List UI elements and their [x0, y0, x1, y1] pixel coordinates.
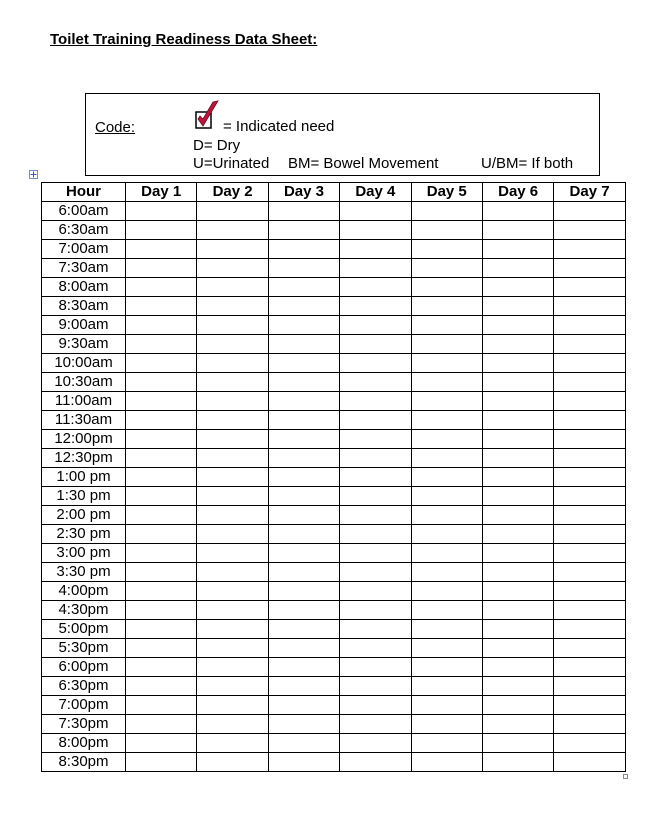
- entry-cell-day-4[interactable]: [340, 373, 411, 392]
- entry-cell-day-7[interactable]: [554, 715, 625, 734]
- entry-cell-day-6[interactable]: [482, 221, 553, 240]
- entry-cell-day-3[interactable]: [268, 620, 339, 639]
- table-row: [42, 259, 626, 278]
- hour-cell: 5:00pm: [42, 620, 126, 639]
- entry-cell-day-2[interactable]: [197, 715, 268, 734]
- entry-cell-day-5[interactable]: [411, 373, 482, 392]
- entry-cell-day-6[interactable]: [482, 430, 553, 449]
- entry-cell-day-4[interactable]: [340, 278, 411, 297]
- entry-cell-day-3[interactable]: [268, 354, 339, 373]
- table-row: [42, 696, 626, 715]
- hour-cell: 7:30pm: [42, 715, 126, 734]
- hour-cell: 7:30am: [42, 259, 126, 278]
- table-row: [42, 468, 626, 487]
- hour-cell: 3:00 pm: [42, 544, 126, 563]
- entry-cell-day-4[interactable]: [340, 297, 411, 316]
- header-day-7: Day 7: [554, 183, 625, 202]
- table-row: [42, 487, 626, 506]
- entry-cell-day-7[interactable]: [554, 278, 625, 297]
- hour-cell: 8:30pm: [42, 753, 126, 772]
- entry-cell-day-2[interactable]: [197, 658, 268, 677]
- code-label: Code:: [95, 119, 136, 136]
- entry-cell-day-7[interactable]: [554, 487, 625, 506]
- entry-cell-day-3[interactable]: [268, 734, 339, 753]
- table-row: [42, 639, 626, 658]
- entry-cell-day-4[interactable]: [340, 468, 411, 487]
- hour-cell: 3:30 pm: [42, 563, 126, 582]
- table-row: [42, 753, 626, 772]
- entry-cell-day-2[interactable]: [197, 525, 268, 544]
- entry-cell-day-7[interactable]: [554, 506, 625, 525]
- entry-cell-day-2[interactable]: [197, 297, 268, 316]
- table-row: [42, 563, 626, 582]
- entry-cell-day-5[interactable]: [411, 202, 482, 221]
- entry-cell-day-1[interactable]: [126, 316, 197, 335]
- entry-cell-day-4[interactable]: [340, 506, 411, 525]
- entry-cell-day-5[interactable]: [411, 392, 482, 411]
- entry-cell-day-6[interactable]: [482, 278, 553, 297]
- entry-cell-day-3[interactable]: [268, 563, 339, 582]
- entry-cell-day-6[interactable]: [482, 753, 553, 772]
- entry-cell-day-4[interactable]: [340, 753, 411, 772]
- table-row: [42, 715, 626, 734]
- code-urinated: U=Urinated: [193, 155, 270, 172]
- entry-cell-day-6[interactable]: [482, 335, 553, 354]
- entry-cell-day-7[interactable]: [554, 297, 625, 316]
- entry-cell-day-2[interactable]: [197, 487, 268, 506]
- entry-cell-day-2[interactable]: [197, 468, 268, 487]
- entry-cell-day-1[interactable]: [126, 202, 197, 221]
- entry-cell-day-7[interactable]: [554, 316, 625, 335]
- table-row: [42, 316, 626, 335]
- entry-cell-day-4[interactable]: [340, 582, 411, 601]
- entry-cell-day-3[interactable]: [268, 487, 339, 506]
- table-row: [42, 221, 626, 240]
- entry-cell-day-1[interactable]: [126, 601, 197, 620]
- entry-cell-day-4[interactable]: [340, 658, 411, 677]
- entry-cell-day-2[interactable]: [197, 544, 268, 563]
- entry-cell-day-2[interactable]: [197, 734, 268, 753]
- entry-cell-day-2[interactable]: [197, 202, 268, 221]
- entry-cell-day-3[interactable]: [268, 411, 339, 430]
- entry-cell-day-1[interactable]: [126, 639, 197, 658]
- entry-cell-day-2[interactable]: [197, 259, 268, 278]
- entry-cell-day-2[interactable]: [197, 449, 268, 468]
- entry-cell-day-7[interactable]: [554, 240, 625, 259]
- entry-cell-day-2[interactable]: [197, 753, 268, 772]
- code-legend-box: [85, 93, 600, 176]
- entry-cell-day-3[interactable]: [268, 544, 339, 563]
- entry-cell-day-5[interactable]: [411, 582, 482, 601]
- entry-cell-day-4[interactable]: [340, 620, 411, 639]
- code-both: U/BM= If both: [481, 155, 574, 172]
- hour-cell: 10:00am: [42, 354, 126, 373]
- table-row: [42, 620, 626, 639]
- table-resize-handle[interactable]: [623, 774, 628, 779]
- entry-cell-day-1[interactable]: [126, 259, 197, 278]
- header-day-6: Day 6: [482, 183, 553, 202]
- table-row: [42, 658, 626, 677]
- entry-cell-day-7[interactable]: [554, 563, 625, 582]
- table-row: [42, 734, 626, 753]
- entry-cell-day-7[interactable]: [554, 544, 625, 563]
- entry-cell-day-7[interactable]: [554, 259, 625, 278]
- entry-cell-day-7[interactable]: [554, 658, 625, 677]
- hour-cell: 4:30pm: [42, 601, 126, 620]
- entry-cell-day-4[interactable]: [340, 411, 411, 430]
- entry-cell-day-6[interactable]: [482, 715, 553, 734]
- entry-cell-day-3[interactable]: [268, 449, 339, 468]
- entry-cell-day-6[interactable]: [482, 316, 553, 335]
- entry-cell-day-6[interactable]: [482, 620, 553, 639]
- entry-cell-day-5[interactable]: [411, 639, 482, 658]
- entry-cell-day-7[interactable]: [554, 620, 625, 639]
- entry-cell-day-1[interactable]: [126, 449, 197, 468]
- entry-cell-day-6[interactable]: [482, 411, 553, 430]
- entry-cell-day-6[interactable]: [482, 487, 553, 506]
- entry-cell-day-4[interactable]: [340, 202, 411, 221]
- entry-cell-day-6[interactable]: [482, 506, 553, 525]
- table-row: [42, 601, 626, 620]
- entry-cell-day-6[interactable]: [482, 658, 553, 677]
- entry-cell-day-1[interactable]: [126, 430, 197, 449]
- entry-cell-day-7[interactable]: [554, 734, 625, 753]
- entry-cell-day-7[interactable]: [554, 392, 625, 411]
- entry-cell-day-1[interactable]: [126, 677, 197, 696]
- entry-cell-day-2[interactable]: [197, 392, 268, 411]
- table-row: [42, 335, 626, 354]
- header-day-3: Day 3: [268, 183, 339, 202]
- entry-cell-day-3[interactable]: [268, 639, 339, 658]
- hour-cell: 7:00pm: [42, 696, 126, 715]
- table-row: [42, 677, 626, 696]
- entry-cell-day-6[interactable]: [482, 544, 553, 563]
- entry-cell-day-6[interactable]: [482, 639, 553, 658]
- entry-cell-day-5[interactable]: [411, 240, 482, 259]
- hour-cell: 2:30 pm: [42, 525, 126, 544]
- entry-cell-day-2[interactable]: [197, 373, 268, 392]
- entry-cell-day-5[interactable]: [411, 658, 482, 677]
- entry-cell-day-1[interactable]: [126, 715, 197, 734]
- entry-cell-day-1[interactable]: [126, 734, 197, 753]
- entry-cell-day-4[interactable]: [340, 354, 411, 373]
- entry-cell-day-2[interactable]: [197, 563, 268, 582]
- table-row: [42, 506, 626, 525]
- entry-cell-day-5[interactable]: [411, 221, 482, 240]
- entry-cell-day-7[interactable]: [554, 753, 625, 772]
- entry-cell-day-3[interactable]: [268, 316, 339, 335]
- entry-cell-day-1[interactable]: [126, 696, 197, 715]
- entry-cell-day-3[interactable]: [268, 715, 339, 734]
- hour-cell: 1:00 pm: [42, 468, 126, 487]
- entry-cell-day-5[interactable]: [411, 354, 482, 373]
- entry-cell-day-3[interactable]: [268, 468, 339, 487]
- entry-cell-day-2[interactable]: [197, 278, 268, 297]
- hour-cell: 5:30pm: [42, 639, 126, 658]
- entry-cell-day-6[interactable]: [482, 354, 553, 373]
- hour-cell: 2:00 pm: [42, 506, 126, 525]
- hour-cell: 12:30pm: [42, 449, 126, 468]
- entry-cell-day-5[interactable]: [411, 487, 482, 506]
- entry-cell-day-5[interactable]: [411, 335, 482, 354]
- header-day-2: Day 2: [197, 183, 268, 202]
- entry-cell-day-2[interactable]: [197, 354, 268, 373]
- entry-cell-day-4[interactable]: [340, 677, 411, 696]
- entry-cell-day-5[interactable]: [411, 278, 482, 297]
- entry-cell-day-1[interactable]: [126, 335, 197, 354]
- page-title: Toilet Training Readiness Data Sheet:: [50, 31, 318, 48]
- entry-cell-day-2[interactable]: [197, 316, 268, 335]
- table-row: [42, 430, 626, 449]
- entry-cell-day-5[interactable]: [411, 753, 482, 772]
- entry-cell-day-5[interactable]: [411, 259, 482, 278]
- entry-cell-day-3[interactable]: [268, 430, 339, 449]
- hour-cell: 10:30am: [42, 373, 126, 392]
- entry-cell-day-6[interactable]: [482, 696, 553, 715]
- entry-cell-day-7[interactable]: [554, 430, 625, 449]
- hour-cell: 6:00am: [42, 202, 126, 221]
- hour-cell: 1:30 pm: [42, 487, 126, 506]
- entry-cell-day-7[interactable]: [554, 449, 625, 468]
- table-row: [42, 411, 626, 430]
- entry-cell-day-3[interactable]: [268, 582, 339, 601]
- entry-cell-day-7[interactable]: [554, 601, 625, 620]
- entry-cell-day-5[interactable]: [411, 677, 482, 696]
- entry-cell-day-2[interactable]: [197, 221, 268, 240]
- entry-cell-day-3[interactable]: [268, 259, 339, 278]
- entry-cell-day-1[interactable]: [126, 620, 197, 639]
- data-table: [41, 182, 626, 772]
- entry-cell-day-7[interactable]: [554, 696, 625, 715]
- entry-cell-day-1[interactable]: [126, 411, 197, 430]
- entry-cell-day-4[interactable]: [340, 392, 411, 411]
- entry-cell-day-6[interactable]: [482, 240, 553, 259]
- entry-cell-day-2[interactable]: [197, 620, 268, 639]
- entry-cell-day-7[interactable]: [554, 335, 625, 354]
- entry-cell-day-1[interactable]: [126, 544, 197, 563]
- entry-cell-day-5[interactable]: [411, 544, 482, 563]
- entry-cell-day-5[interactable]: [411, 734, 482, 753]
- entry-cell-day-5[interactable]: [411, 620, 482, 639]
- entry-cell-day-4[interactable]: [340, 601, 411, 620]
- table-row: [42, 278, 626, 297]
- entry-cell-day-3[interactable]: [268, 297, 339, 316]
- entry-cell-day-4[interactable]: [340, 696, 411, 715]
- hour-cell: 11:00am: [42, 392, 126, 411]
- entry-cell-day-4[interactable]: [340, 335, 411, 354]
- entry-cell-day-1[interactable]: [126, 563, 197, 582]
- entry-cell-day-2[interactable]: [197, 411, 268, 430]
- entry-cell-day-5[interactable]: [411, 525, 482, 544]
- hour-cell: 9:00am: [42, 316, 126, 335]
- entry-cell-day-2[interactable]: [197, 430, 268, 449]
- entry-cell-day-6[interactable]: [482, 202, 553, 221]
- entry-cell-day-4[interactable]: [340, 449, 411, 468]
- table-row: [42, 525, 626, 544]
- entry-cell-day-1[interactable]: [126, 240, 197, 259]
- entry-cell-day-1[interactable]: [126, 525, 197, 544]
- code-check-meaning: = Indicated need: [223, 118, 335, 135]
- entry-cell-day-7[interactable]: [554, 639, 625, 658]
- hour-cell: 6:30pm: [42, 677, 126, 696]
- entry-cell-day-6[interactable]: [482, 449, 553, 468]
- entry-cell-day-1[interactable]: [126, 278, 197, 297]
- entry-cell-day-3[interactable]: [268, 506, 339, 525]
- entry-cell-day-2[interactable]: [197, 335, 268, 354]
- entry-cell-day-2[interactable]: [197, 506, 268, 525]
- entry-cell-day-4[interactable]: [340, 734, 411, 753]
- entry-cell-day-3[interactable]: [268, 278, 339, 297]
- entry-cell-day-4[interactable]: [340, 544, 411, 563]
- hour-cell: 6:00pm: [42, 658, 126, 677]
- table-row: [42, 544, 626, 563]
- table-row: [42, 449, 626, 468]
- entry-cell-day-1[interactable]: [126, 753, 197, 772]
- entry-cell-day-4[interactable]: [340, 487, 411, 506]
- entry-cell-day-4[interactable]: [340, 240, 411, 259]
- entry-cell-day-7[interactable]: [554, 677, 625, 696]
- entry-cell-day-1[interactable]: [126, 506, 197, 525]
- entry-cell-day-6[interactable]: [482, 259, 553, 278]
- table-row: [42, 240, 626, 259]
- table-row: [42, 354, 626, 373]
- checkbox-checkmark-icon: [194, 99, 220, 133]
- hour-cell: 9:30am: [42, 335, 126, 354]
- hour-cell: 8:30am: [42, 297, 126, 316]
- entry-cell-day-6[interactable]: [482, 392, 553, 411]
- entry-cell-day-6[interactable]: [482, 601, 553, 620]
- entry-cell-day-5[interactable]: [411, 316, 482, 335]
- entry-cell-day-6[interactable]: [482, 734, 553, 753]
- entry-cell-day-6[interactable]: [482, 373, 553, 392]
- entry-cell-day-4[interactable]: [340, 563, 411, 582]
- table-row: [42, 392, 626, 411]
- entry-cell-day-5[interactable]: [411, 563, 482, 582]
- hour-cell: 7:00am: [42, 240, 126, 259]
- entry-cell-day-4[interactable]: [340, 430, 411, 449]
- entry-cell-day-1[interactable]: [126, 582, 197, 601]
- entry-cell-day-3[interactable]: [268, 753, 339, 772]
- entry-cell-day-2[interactable]: [197, 696, 268, 715]
- entry-cell-day-4[interactable]: [340, 639, 411, 658]
- entry-cell-day-3[interactable]: [268, 392, 339, 411]
- entry-cell-day-3[interactable]: [268, 240, 339, 259]
- entry-cell-day-6[interactable]: [482, 582, 553, 601]
- entry-cell-day-3[interactable]: [268, 658, 339, 677]
- hour-cell: 11:30am: [42, 411, 126, 430]
- entry-cell-day-6[interactable]: [482, 525, 553, 544]
- entry-cell-day-3[interactable]: [268, 677, 339, 696]
- hour-cell: 4:00pm: [42, 582, 126, 601]
- table-move-handle-icon[interactable]: [29, 170, 38, 179]
- entry-cell-day-3[interactable]: [268, 202, 339, 221]
- table-header-row: [42, 183, 626, 202]
- entry-cell-day-6[interactable]: [482, 563, 553, 582]
- entry-cell-day-4[interactable]: [340, 316, 411, 335]
- entry-cell-day-5[interactable]: [411, 696, 482, 715]
- entry-cell-day-7[interactable]: [554, 525, 625, 544]
- entry-cell-day-5[interactable]: [411, 468, 482, 487]
- hour-cell: 6:30am: [42, 221, 126, 240]
- entry-cell-day-7[interactable]: [554, 202, 625, 221]
- entry-cell-day-4[interactable]: [340, 715, 411, 734]
- entry-cell-day-7[interactable]: [554, 354, 625, 373]
- header-day-4: Day 4: [340, 183, 411, 202]
- table-row: [42, 373, 626, 392]
- entry-cell-day-5[interactable]: [411, 411, 482, 430]
- entry-cell-day-3[interactable]: [268, 601, 339, 620]
- header-hour: Hour: [42, 183, 126, 202]
- entry-cell-day-7[interactable]: [554, 468, 625, 487]
- table-row: [42, 297, 626, 316]
- hour-cell: 8:00am: [42, 278, 126, 297]
- entry-cell-day-2[interactable]: [197, 677, 268, 696]
- entry-cell-day-5[interactable]: [411, 449, 482, 468]
- entry-cell-day-5[interactable]: [411, 601, 482, 620]
- entry-cell-day-2[interactable]: [197, 601, 268, 620]
- entry-cell-day-4[interactable]: [340, 525, 411, 544]
- entry-cell-day-6[interactable]: [482, 677, 553, 696]
- hour-cell: 12:00pm: [42, 430, 126, 449]
- code-bowel-movement: BM= Bowel Movement: [288, 155, 439, 172]
- entry-cell-day-1[interactable]: [126, 221, 197, 240]
- entry-cell-day-5[interactable]: [411, 715, 482, 734]
- entry-cell-day-6[interactable]: [482, 297, 553, 316]
- entry-cell-day-4[interactable]: [340, 221, 411, 240]
- entry-cell-day-3[interactable]: [268, 696, 339, 715]
- entry-cell-day-3[interactable]: [268, 335, 339, 354]
- entry-cell-day-5[interactable]: [411, 430, 482, 449]
- entry-cell-day-7[interactable]: [554, 582, 625, 601]
- entry-cell-day-3[interactable]: [268, 525, 339, 544]
- entry-cell-day-7[interactable]: [554, 411, 625, 430]
- header-day-1: Day 1: [126, 183, 197, 202]
- code-dry: D= Dry: [193, 137, 241, 154]
- table-row: [42, 202, 626, 221]
- entry-cell-day-6[interactable]: [482, 468, 553, 487]
- hour-cell: 8:00pm: [42, 734, 126, 753]
- entry-cell-day-1[interactable]: [126, 373, 197, 392]
- entry-cell-day-1[interactable]: [126, 468, 197, 487]
- header-day-5: Day 5: [411, 183, 482, 202]
- entry-cell-day-1[interactable]: [126, 354, 197, 373]
- entry-cell-day-2[interactable]: [197, 240, 268, 259]
- entry-cell-day-1[interactable]: [126, 392, 197, 411]
- entry-cell-day-1[interactable]: [126, 658, 197, 677]
- entry-cell-day-4[interactable]: [340, 259, 411, 278]
- entry-cell-day-3[interactable]: [268, 221, 339, 240]
- entry-cell-day-2[interactable]: [197, 639, 268, 658]
- entry-cell-day-7[interactable]: [554, 221, 625, 240]
- entry-cell-day-1[interactable]: [126, 297, 197, 316]
- entry-cell-day-7[interactable]: [554, 373, 625, 392]
- entry-cell-day-3[interactable]: [268, 373, 339, 392]
- entry-cell-day-5[interactable]: [411, 297, 482, 316]
- table-row: [42, 582, 626, 601]
- entry-cell-day-1[interactable]: [126, 487, 197, 506]
- entry-cell-day-5[interactable]: [411, 506, 482, 525]
- entry-cell-day-2[interactable]: [197, 582, 268, 601]
